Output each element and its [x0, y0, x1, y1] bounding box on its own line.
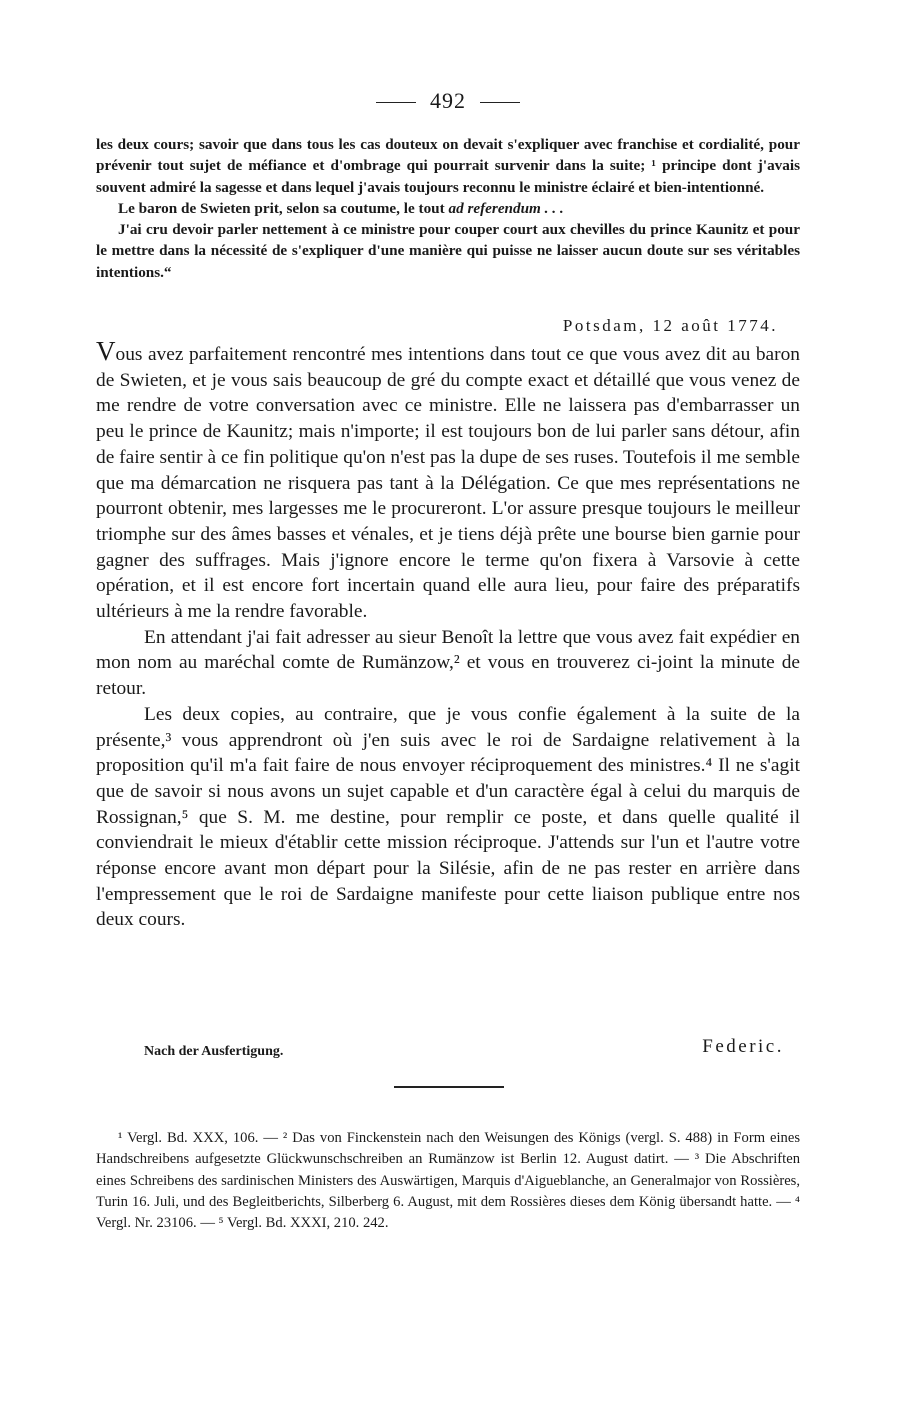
- drop-capital: V: [96, 336, 116, 366]
- letter-paragraph: En attendant j'ai fait adresser au sieur Benoît la lettre que vous avez fait expédier en mon nom au maréchal comte de Rumänzow,² et vous en trouverez ci-joint la minute de retour.: [96, 626, 800, 700]
- footnotes: [96, 1128, 800, 1234]
- page-header: [96, 88, 800, 114]
- letter-paragraph: [96, 336, 800, 625]
- footnote-separator: [394, 1086, 504, 1088]
- quote-paragraph: J'ai cru devoir parler nettement à ce ministre pour couper court aux chevilles du prince Kaunitz et pour le mettre dans la nécessité de s'expliquer d'une manière qui puisse ne laisser aucun doute sur ses véritables intentions.“: [96, 221, 800, 281]
- quoted-report: [96, 134, 800, 283]
- letter-body: [96, 336, 800, 933]
- quote-text: Le baron de Swieten prit, selon sa coutume, le tout: [118, 199, 449, 217]
- quote-italic-phrase: ad referendum . . .: [448, 199, 564, 217]
- dateline: Potsdam, 12 août 1774.: [562, 316, 778, 335]
- page-number: 492: [430, 88, 466, 113]
- signature: Federic.: [702, 1036, 784, 1057]
- source-note: Nach der Ausfertigung.: [144, 1044, 284, 1059]
- quote-paragraph: [96, 198, 800, 219]
- header-rule-right: [480, 102, 520, 103]
- header-rule-left: [376, 102, 416, 103]
- signature-row: [144, 1036, 784, 1066]
- footnote-text: ¹ Vergl. Bd. XXX, 106. — ² Das von Finckenstein nach den Weisungen des Königs (vergl. S. 488) in Form eines Handschreibens aufgesetzte Glückwunschschreiben an Rumänzow ist Berlin 12. August datirt. — ³ Die Abschriften eines Schreibens des sardinischen Ministers des Auswärtigen, Marquis d'Aigueblanche, an Generalmajor von Rossières, Turin 16. Juli, und des Begleitberichts, Silberberg 6. August, mit dem Rossières dieses dem König übersandt hatte. — ⁴ Vergl. Nr. 23106. — ⁵ Vergl. Bd. XXXI, 210. 242.: [96, 1130, 800, 1232]
- letter-text: ous avez parfaitement rencontré mes intentions dans tout ce que vous avez dit au baron de Swieten, et je vous sais beaucoup de gré du compte exact et détaillé que vous venez de me rendre de votre conversation avec ce ministre. Elle ne laissera pas d'embarrasser un peu le prince de Kaunitz; mais n'importe; il est toujours bon de lui parler sans détour, afin de faire sentir à ce fin politique qu'on n'est pas la dupe de ses ruses. Toutefois il me semble que ma démarcation ne risquera pas tant à la Délégation. Ce que mes représentations ne pourront obtenir, mes largesses me le procureront. L'or assure presque toujours le meilleur triomphe sur des âmes basses et vénales, et je tiens déjà prête une bourse bien garnie pour gagner des suffrages. Mais j'ignore encore le terme qu'on fixera à Varsovie à cette opération, et il est encore fort incertain quand elle aura lieu, pour faire des préparatifs ultérieurs à me la rendre favorable.: [96, 344, 800, 623]
- quote-paragraph: les deux cours; savoir que dans tous les cas douteux on devait s'expliquer avec franchise et cordialité, pour prévenir tout sujet de méfiance et d'ombrage qui pourrait survenir dans la suite; ¹ principe dont j'avais souvent admiré la sagesse et dans lequel j'avais toujours reconnu le ministre éclairé et bien-intentionné.: [96, 136, 800, 196]
- letter-paragraph: Les deux copies, au contraire, que je vous confie également à la suite de la présente,³ vous apprendront où j'en suis avec le roi de Sardaigne relativement à la proposition qu'il m'a fait faire de nous envoyer réciproquement des ministres.⁴ Il ne s'agit que de savoir si nous avons un sujet capable et d'un caractère égal à celui du marquis de Rossignan,⁵ que S. M. me destine, pour remplir ce poste, et dans quelle qualité il conviendrait le mieux d'établir cette mission réciproque. J'attends sur l'un et l'autre votre réponse encore avant mon départ pour la Silésie, afin de ne pas rester en arrière dans l'empressement que le roi de Sardaigne manifeste pour cette liaison publique entre nos deux cours.: [96, 703, 800, 931]
